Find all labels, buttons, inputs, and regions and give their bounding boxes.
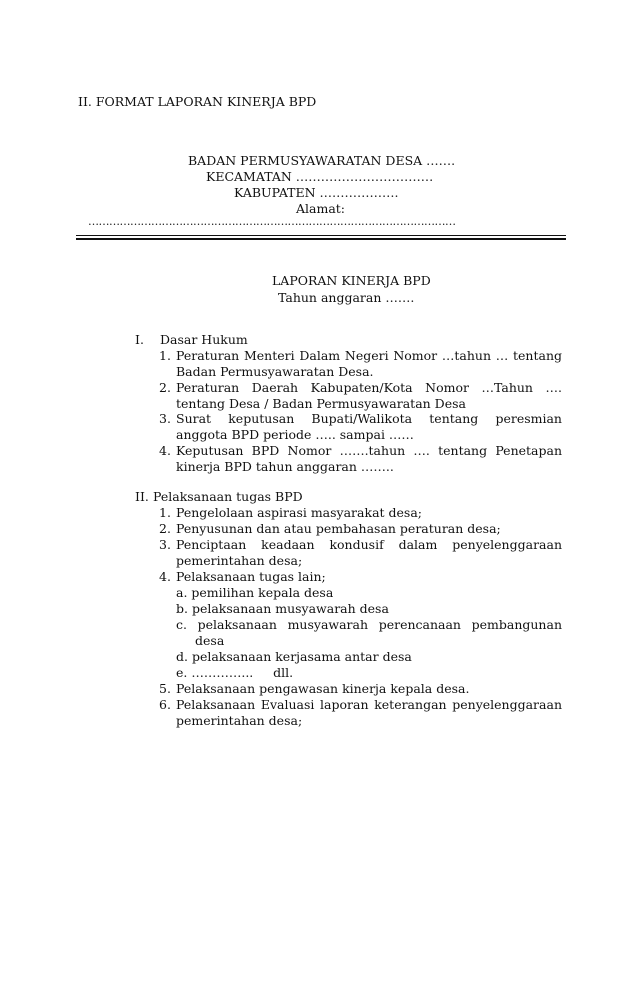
part2-roman: II.	[135, 489, 149, 504]
part2-item3-line2: pemerintahan desa;	[176, 553, 303, 568]
part1-item2-line2: tentang Desa / Badan Permusyawaratan Desa	[176, 396, 466, 411]
part1-item1-num: 1.	[159, 348, 171, 363]
part2-item6-num: 6.	[159, 697, 171, 712]
part2-item6-line2: pemerintahan desa;	[176, 713, 303, 728]
letterhead-alamat: Alamat:	[296, 201, 346, 216]
part1-item1-line1: Peraturan Menteri Dalam Negeri Nomor …tahun … tentang	[176, 348, 562, 363]
part1-item4-num: 4.	[159, 443, 171, 458]
part2-item6-line1: Pelaksanaan Evaluasi laporan keterangan penyelenggaraan	[176, 697, 562, 712]
part1-item4-line1: Keputusan BPD Nomor …….tahun …. tentang Penetapan	[176, 443, 562, 458]
part2-item2-num: 2.	[159, 521, 171, 536]
letterhead-rule-thin	[76, 235, 566, 236]
letterhead-org: BADAN PERMUSYAWARATAN DESA …….	[188, 153, 456, 168]
part2-item4-sub-c-line1: c. pelaksanaan musyawarah perencanaan pembangunan	[176, 617, 562, 632]
part1-item2-line1: Peraturan Daerah Kabupaten/Kota Nomor …Tahun ….	[176, 380, 562, 395]
part1-item3-line1: Surat keputusan Bupati/Walikota tentang peresmian	[176, 411, 562, 426]
part1-item1-line2: Badan Permusyawaratan Desa.	[176, 364, 374, 379]
part2-item3-line1: Penciptaan keadaan kondusif dalam penyelenggaraan	[176, 537, 562, 552]
part2-item4-sub-a: a. pemilihan kepala desa	[176, 585, 334, 600]
part2-item1-text: Pengelolaan aspirasi masyarakat desa;	[176, 505, 422, 520]
part2-item2-text: Penyusunan dan atau pembahasan peraturan desa;	[176, 521, 501, 536]
part1-item3-num: 3.	[159, 411, 171, 426]
part1-heading: Dasar Hukum	[160, 332, 248, 347]
part1-item4-line2: kinerja BPD tahun anggaran ……..	[176, 459, 394, 474]
part2-item4-text: Pelaksanaan tugas lain;	[176, 569, 326, 584]
part2-item4-sub-d: d. pelaksanaan kerjasama antar desa	[176, 649, 412, 664]
part2-item3-num: 3.	[159, 537, 171, 552]
section-heading: II. FORMAT LAPORAN KINERJA BPD	[78, 94, 317, 109]
part2-item4-sub-e: e. …………... dll.	[176, 665, 294, 680]
letterhead-kabupaten: KABUPATEN ……………….	[234, 185, 399, 200]
part1-item2-num: 2.	[159, 380, 171, 395]
part2-item4-sub-b: b. pelaksanaan musyawarah desa	[176, 601, 389, 616]
letterhead-address-dots: ……………………………………………………………………………………………	[88, 215, 456, 228]
part2-item4-num: 4.	[159, 569, 171, 584]
part1-item3-line2: anggota BPD periode ….. sampai ……	[176, 427, 414, 442]
part2-item4-sub-c-line2: desa	[195, 633, 225, 648]
part2-item5-text: Pelaksanaan pengawasan kinerja kepala desa.	[176, 681, 470, 696]
part2-item1-num: 1.	[159, 505, 171, 520]
report-title: LAPORAN KINERJA BPD	[272, 273, 431, 288]
report-year: Tahun anggaran …….	[278, 290, 415, 305]
part1-roman: I.	[135, 332, 144, 347]
letterhead-rule-thick	[76, 238, 566, 240]
part2-item5-num: 5.	[159, 681, 171, 696]
letterhead-kecamatan: KECAMATAN ……………………………	[206, 169, 434, 184]
part2-heading: Pelaksanaan tugas BPD	[153, 489, 303, 504]
